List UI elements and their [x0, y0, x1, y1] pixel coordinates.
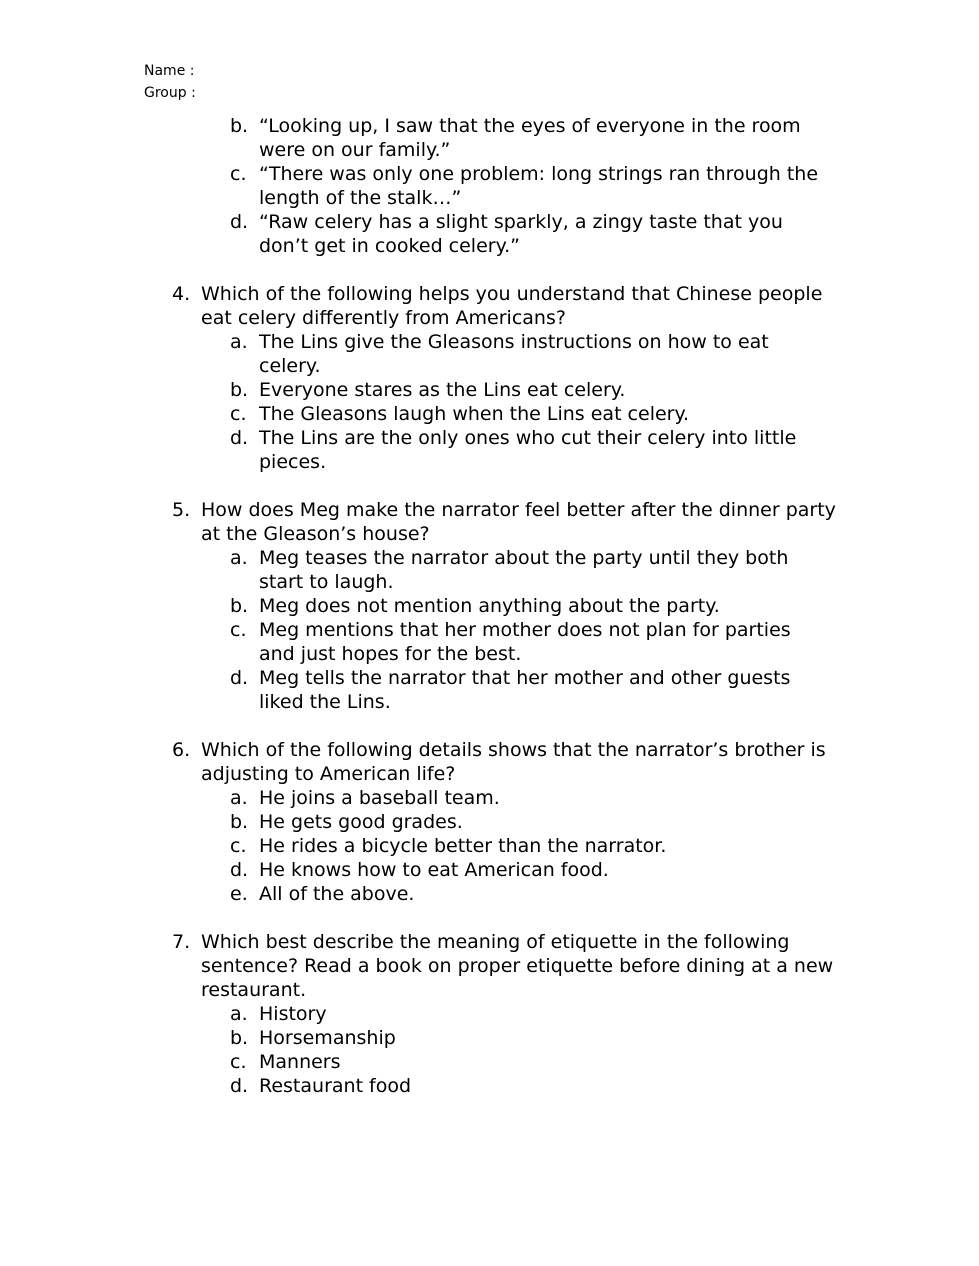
answer-option [0, 402, 831, 426]
answer-option [0, 882, 831, 906]
option-letter: d. [230, 211, 249, 233]
option-text: Manners [259, 1051, 341, 1073]
option-letter: b. [230, 1027, 249, 1049]
option-text: Restaurant food [259, 1075, 412, 1097]
option-text: Everyone stares as the Lins eat celery. [259, 379, 626, 401]
question-number: 4. [172, 283, 191, 305]
name-label: Name : [144, 63, 195, 79]
option-letter: c. [230, 619, 247, 641]
option-text: “Looking up, I saw that the eyes of everyone in the room were on our family.” [259, 115, 801, 161]
answer-option [0, 1002, 831, 1026]
question-text: How does Meg make the narrator feel better after the dinner party at the Gleason’s house? [201, 499, 836, 545]
question-text: Which of the following helps you understand that Chinese people eat celery differently from Americans? [201, 283, 823, 329]
answer-option [0, 666, 831, 714]
question-number: 7. [172, 931, 191, 953]
question-6 [0, 738, 979, 906]
option-letter: c. [230, 1051, 247, 1073]
option-text: History [259, 1003, 327, 1025]
question-stem [0, 738, 841, 786]
option-letter: a. [230, 547, 248, 569]
question-7 [0, 930, 979, 1098]
option-text: Horsemanship [259, 1027, 396, 1049]
question-number: 6. [172, 739, 191, 761]
option-text: He knows how to eat American food. [259, 859, 609, 881]
answer-option [0, 330, 831, 378]
option-text: The Gleasons laugh when the Lins eat celery. [259, 403, 690, 425]
answer-option [0, 1074, 831, 1098]
option-text: The Lins are the only ones who cut their celery into little pieces. [259, 427, 797, 473]
option-letter: b. [230, 811, 249, 833]
answer-option [0, 426, 831, 474]
question-4 [0, 282, 979, 474]
answer-option [0, 1026, 831, 1050]
option-text: The Lins give the Gleasons instructions on how to eat celery. [259, 331, 769, 377]
question-3-continued [0, 114, 979, 258]
question-stem [0, 930, 841, 1002]
question-text: Which of the following details shows that the narrator’s brother is adjusting to American life? [201, 739, 826, 785]
option-letter: a. [230, 1003, 248, 1025]
question-stem [0, 498, 841, 546]
answer-option [0, 834, 831, 858]
question-5 [0, 498, 979, 714]
option-text: He gets good grades. [259, 811, 463, 833]
answer-option [0, 618, 831, 666]
question-stem [0, 282, 841, 330]
option-letter: e. [230, 883, 248, 905]
question-list [0, 114, 979, 1098]
option-text: Meg teases the narrator about the party until they both start to laugh. [259, 547, 789, 593]
option-text: “Raw celery has a slight sparkly, a zingy taste that you don’t get in cooked celery.” [259, 211, 783, 257]
option-letter: d. [230, 667, 249, 689]
option-letter: c. [230, 835, 247, 857]
answer-option [0, 594, 831, 618]
option-letter: b. [230, 379, 249, 401]
answer-option [0, 114, 831, 162]
group-label: Group : [144, 85, 196, 101]
answer-option [0, 810, 831, 834]
option-text: He joins a baseball team. [259, 787, 500, 809]
option-text: “There was only one problem: long strings ran through the length of the stalk…” [259, 163, 819, 209]
option-text: He rides a bicycle better than the narrator. [259, 835, 667, 857]
option-letter: c. [230, 163, 247, 185]
option-letter: a. [230, 331, 248, 353]
option-letter: b. [230, 115, 249, 137]
option-text: All of the above. [259, 883, 415, 905]
option-letter: d. [230, 859, 249, 881]
answer-option [0, 1050, 831, 1074]
answer-option [0, 210, 831, 258]
answer-option [0, 546, 831, 594]
option-letter: c. [230, 403, 247, 425]
option-letter: a. [230, 787, 248, 809]
option-letter: d. [230, 427, 249, 449]
option-text: Meg mentions that her mother does not plan for parties and just hopes for the best. [259, 619, 791, 665]
question-number: 5. [172, 499, 191, 521]
answer-option [0, 786, 831, 810]
student-info-header [144, 60, 196, 104]
answer-option [0, 378, 831, 402]
option-letter: b. [230, 595, 249, 617]
question-text: Which best describe the meaning of etiquette in the following sentence? Read a book on proper etiquette before dining at a new restaurant. [201, 931, 834, 1001]
option-text: Meg tells the narrator that her mother and other guests liked the Lins. [259, 667, 791, 713]
option-letter: d. [230, 1075, 249, 1097]
option-text: Meg does not mention anything about the party. [259, 595, 720, 617]
answer-option [0, 162, 831, 210]
answer-option [0, 858, 831, 882]
